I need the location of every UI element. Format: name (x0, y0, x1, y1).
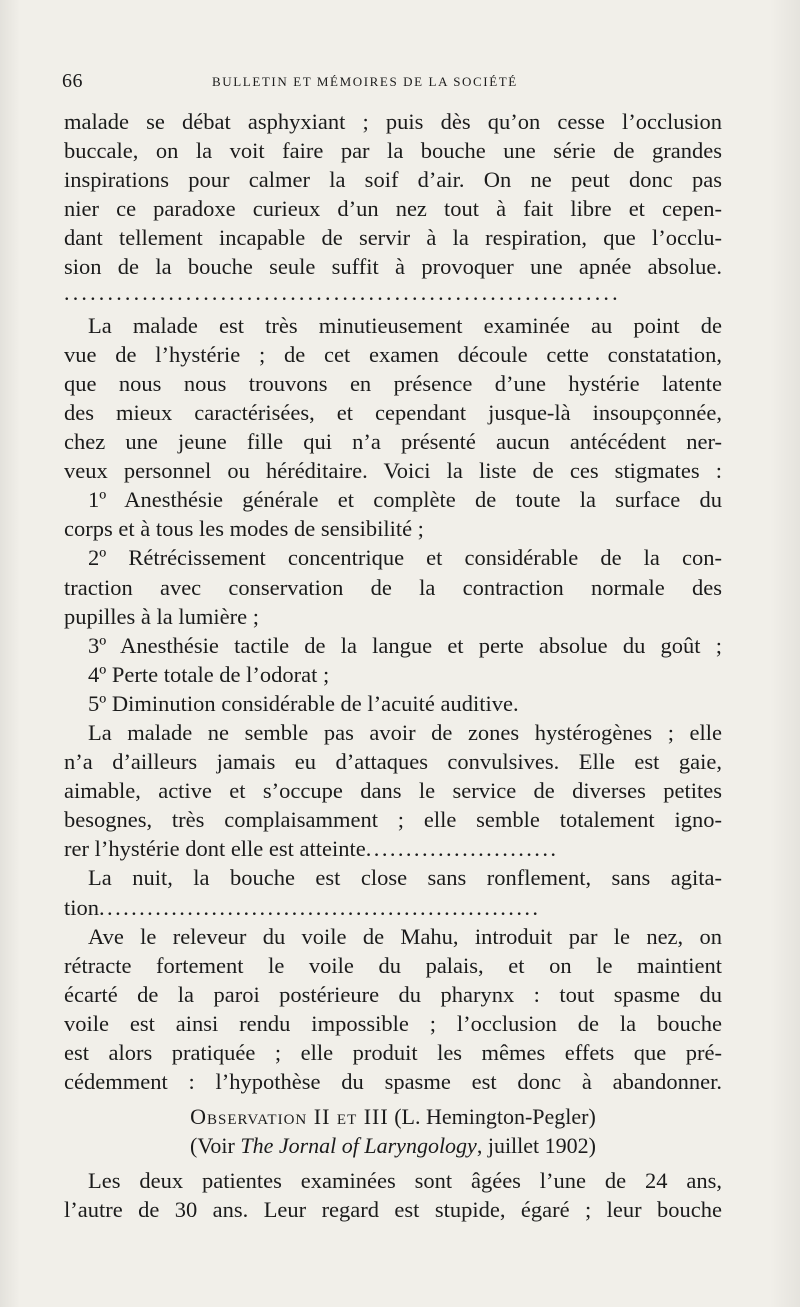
running-head: BULLETIN ET MÉMOIRES DE LA SOCIÉTÉ (212, 74, 518, 89)
text-line: besognes, très complaisamment ; elle semble totalement igno- (64, 807, 722, 833)
list-item: 3º Anesthésie tactile de la langue et perte absolue du goût ; (88, 632, 722, 658)
text-line: buccale, on la voit faire par la bouche une série de grandes (64, 138, 722, 164)
observation-author: (L. Hemington-Pegler) (394, 1104, 596, 1130)
text-line: vue de l’hystérie ; de cet examen découle cette constatation, (64, 341, 722, 367)
text-line: nier ce paradoxe curieux d’un nez tout à fait libre et cepen- (64, 196, 722, 222)
text-line: inspirations pour calmer la soif d’air. On ne peut donc pas (64, 167, 722, 193)
text-line: Ave le releveur du voile de Mahu, introduit par le nez, on (88, 923, 722, 949)
reference-open: (Voir (190, 1133, 241, 1159)
paragraph-1 (64, 107, 722, 282)
list-item-continuation: corps et à tous les modes de sensibilité ; (64, 516, 424, 542)
text-line: écarté de la paroi postérieure du pharynx : tout spasme du (64, 981, 722, 1007)
text-line: n’a d’ailleurs jamais eu d’attaques convulsives. Elle est gaie, (64, 749, 722, 775)
text-line: veux personnel ou héréditaire. Voici la liste de ces stigmates : (64, 458, 722, 484)
paragraph-3 (64, 718, 722, 863)
text-line: Les deux patientes examinées sont âgées l’une de 24 ans, (88, 1168, 722, 1194)
text-line-with-leader (64, 893, 722, 922)
text-line: des mieux caractérisées, et cependant jusque-là insoupçonnée, (64, 399, 722, 425)
text-line-with-leader (64, 834, 722, 863)
journal-title: The Jornal of Laryngology (240, 1133, 477, 1159)
observation-heading (64, 1102, 722, 1160)
text-line: malade se débat asphyxiant ; puis dès qu’on cesse l’occlusion (64, 109, 722, 134)
observation-label: Observation II et III (190, 1104, 389, 1130)
stigmata-list (64, 485, 722, 718)
text-fragment: tion (64, 894, 100, 920)
list-item: 1º Anesthésie générale et complète de toute la surface du (88, 487, 722, 513)
text-line: est alors pratiquée ; elle produit les mêmes effets que pré- (64, 1040, 722, 1065)
text-fragment: rer l’hystérie dont elle est atteinte (64, 836, 366, 862)
text-line: dant tellement incapable de servir à la respiration, que l’occlu- (64, 225, 722, 251)
text-line: chez une jeune fille qui n’a présenté aucun antécédent ner- (64, 429, 722, 455)
body-text (64, 107, 722, 1225)
paragraph-5 (64, 922, 722, 1097)
page-header (62, 70, 734, 94)
dot-leader: ....................................................... (99, 894, 541, 920)
text-line: cédemment : l’hypothèse du spasme est donc à abandonner. (64, 1069, 722, 1095)
paragraph-4 (64, 863, 722, 921)
text-line: l’autre de 30 ans. Leur regard est stupide, égaré ; leur bouche (64, 1197, 722, 1223)
text-line: La malade est très minutieusement examinée au point de (88, 312, 722, 338)
text-line: rétracte fortement le voile du palais, et on le maintient (64, 952, 722, 978)
list-item-continuation: traction avec conservation de la contraction normale des (64, 574, 722, 600)
observation-reference (64, 1131, 722, 1160)
text-line: La nuit, la bouche est close sans ronflement, sans agita- (88, 865, 722, 891)
page-number: 66 (62, 70, 83, 92)
list-item: 2º Rétrécissement concentrique et considérable de la con- (88, 545, 722, 571)
text-line: voile est ainsi rendu impossible ; l’occlusion de la bouche (64, 1010, 722, 1036)
dot-leader: ........................ (365, 836, 559, 862)
observation-title (64, 1102, 722, 1131)
text-line: que nous nous trouvons en présence d’une hystérie latente (64, 370, 722, 396)
list-item-continuation: pupilles à la lumière ; (64, 603, 259, 629)
reference-close: , juillet 1902) (476, 1133, 596, 1159)
text-line: sion de la bouche seule suffit à provoquer une apnée absolue. (64, 254, 722, 280)
paragraph-6 (64, 1166, 722, 1224)
ellipsis-dots-line: ................................................................ (64, 281, 621, 305)
list-item: 5º Diminution considérable de l’acuité auditive. (88, 690, 519, 716)
list-item: 4º Perte totale de l’odorat ; (88, 661, 330, 687)
text-line: aimable, active et s’occupe dans le service de diverses petites (64, 778, 722, 804)
text-line: La malade ne semble pas avoir de zones hystérogènes ; elle (88, 719, 722, 745)
paragraph-2 (64, 311, 722, 486)
